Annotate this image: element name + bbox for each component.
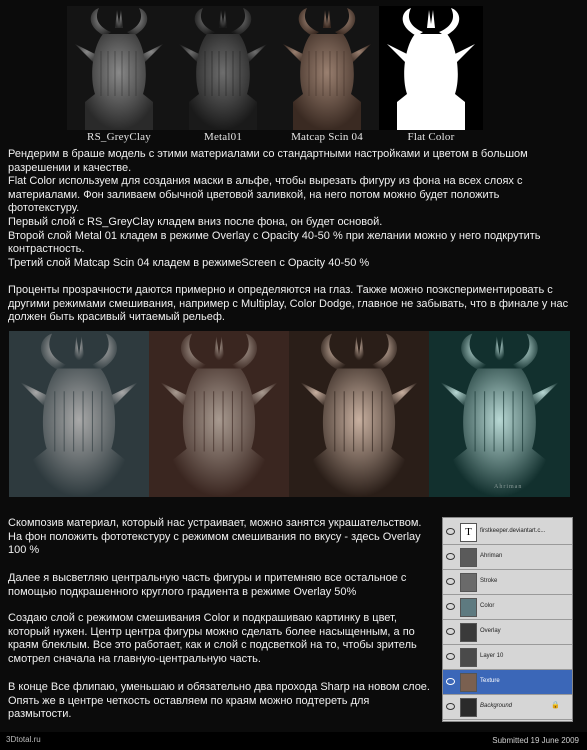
layer-name: Ahriman: [480, 553, 503, 559]
panel-signature: Ahriman: [494, 484, 523, 490]
layer-name: firstkeeper.deviantart.c...: [480, 528, 546, 534]
text-line: разрешении и качестве.: [8, 161, 132, 174]
eye-icon[interactable]: [446, 628, 455, 635]
text-line: Опять же в центре четкость оставляем по краям можно подтереть для: [8, 694, 370, 707]
lock-icon: 🔒: [551, 702, 560, 709]
text-line: смотрел сначала на главную-центральную часть.: [8, 652, 261, 665]
layer-thumbnail: [460, 673, 477, 692]
eye-icon[interactable]: [446, 653, 455, 660]
composite-step-1: [9, 331, 149, 497]
layer-row[interactable]: [443, 595, 572, 620]
eye-icon[interactable]: [446, 678, 455, 685]
layer-thumbnail: [460, 648, 477, 667]
text-line: Flat Color используем для создания маски в альфе, чтобы вырезать фигуру из фона на всех слоях с: [8, 175, 523, 187]
text-line: На фон положить фототекстуру с режимом смешивания по вкусу - здесь Overlay: [8, 530, 421, 543]
gradient-paragraph: [8, 572, 433, 599]
layers-paragraph: [8, 216, 573, 270]
text-line: должен быть красивый читаемый рельеф.: [8, 311, 225, 323]
layer-thumbnail: [460, 573, 477, 592]
text-line: Создаю слой с режимом смешивания Color и подкрашиваю картинку в цвет,: [8, 612, 397, 624]
text-line: Проценты прозрачности даются примерно и определяются на глаз. Также можно поэкспериментировать с: [8, 284, 553, 296]
layer-name: Overlay: [480, 628, 501, 634]
layer-row[interactable]: [443, 545, 572, 570]
opacity-paragraph: [8, 284, 573, 325]
eye-icon[interactable]: [446, 528, 455, 535]
layer-row[interactable]: [443, 645, 572, 670]
composite-step-3: [289, 331, 429, 497]
layer-row[interactable]: [443, 695, 572, 720]
text-line: Третий слой Matcap Scin 04 кладем в режимеScreen с Opacity 40-50 %: [8, 256, 370, 269]
text-line: краям блеклым. Все это работает, как и слой с подсветкой на то, чтобы зритель: [8, 639, 417, 651]
layer-name: Layer 10: [480, 653, 504, 659]
color-paragraph: [8, 612, 433, 666]
eye-icon[interactable]: [446, 553, 455, 560]
text-line: помощью подкрашенного круглого градиента в режиме Overlay 50%: [8, 585, 357, 598]
layers-panel: [442, 517, 573, 722]
composite-step-2: [149, 331, 289, 497]
layer-thumbnail: [460, 598, 477, 617]
text-line: размытости.: [8, 708, 72, 720]
eye-icon[interactable]: [446, 578, 455, 585]
layer-thumbnail: T: [460, 523, 477, 542]
text-line: материалами. Фон заливаем обычной цветовой заливкой, на него потом можно будет положить фототекстуру.: [8, 188, 500, 214]
text-line: который нужен. Центр центра фигуры можно сделать более насыщенным, а по: [8, 625, 415, 638]
material-strip: [67, 6, 483, 130]
material-label: Matcap Scin 04: [291, 131, 363, 143]
composite-step-4: [429, 331, 570, 497]
text-line: Рендерим в браше модель с этими материалами со стандартными настройками и цветом в большом: [8, 148, 528, 160]
footer: [0, 732, 587, 750]
render-metal01: [171, 6, 275, 130]
render-flat-color: [379, 6, 483, 130]
layer-thumbnail: [460, 698, 477, 717]
layer-name: Texture: [480, 678, 500, 684]
text-line: Первый слой с RS_GreyClay кладем вниз после фона, он будет основой.: [8, 216, 383, 228]
layer-name: Stroke: [480, 578, 498, 584]
text-line: другими режимами смешивания, например с Multiplay, Color Dodge, главное не забывать, что в финале у нас: [8, 297, 569, 310]
final-paragraph: [8, 681, 433, 722]
text-line: контрастность.: [8, 243, 85, 255]
material-label: Metal01: [203, 131, 243, 143]
layer-thumbnail: [460, 548, 477, 567]
submitted-date: Submitted 19 June 2009: [492, 736, 579, 745]
text-line: В конце Все флипаю, уменьшаю и обязательно два прохода Sharp на новом слое.: [8, 681, 430, 693]
text-line: Второй слой Metal 01 кладем в режиме Overlay с Opacity 40-50 % при желании можно у него подкрутить: [8, 229, 541, 242]
layer-row[interactable]: [443, 570, 572, 595]
layer-name: Background: [480, 703, 513, 709]
intro-paragraph: [8, 148, 573, 216]
eye-icon[interactable]: [446, 703, 455, 710]
layer-row[interactable]: [443, 670, 572, 695]
decoration-paragraph: [8, 517, 433, 558]
layer-row[interactable]: [443, 520, 572, 545]
composite-renders: [9, 331, 570, 497]
render-greyclay: [67, 6, 171, 130]
text-line: Далее я высветляю центральную часть фигуры и притемняю все остальное с: [8, 572, 407, 584]
material-label: RS_GreyClay: [87, 131, 151, 143]
layer-name: Color: [480, 603, 495, 609]
text-line: Скомпозив материал, который нас устраивает, можно занятся украшательством.: [8, 517, 422, 529]
material-label: Flat Color: [407, 131, 455, 143]
render-matcap: [275, 6, 379, 130]
layer-thumbnail: [460, 623, 477, 642]
text-line: 100 %: [8, 544, 40, 556]
eye-icon[interactable]: [446, 603, 455, 610]
layer-row[interactable]: [443, 620, 572, 645]
site-logo[interactable]: 3Dtotal.ru: [6, 735, 41, 744]
